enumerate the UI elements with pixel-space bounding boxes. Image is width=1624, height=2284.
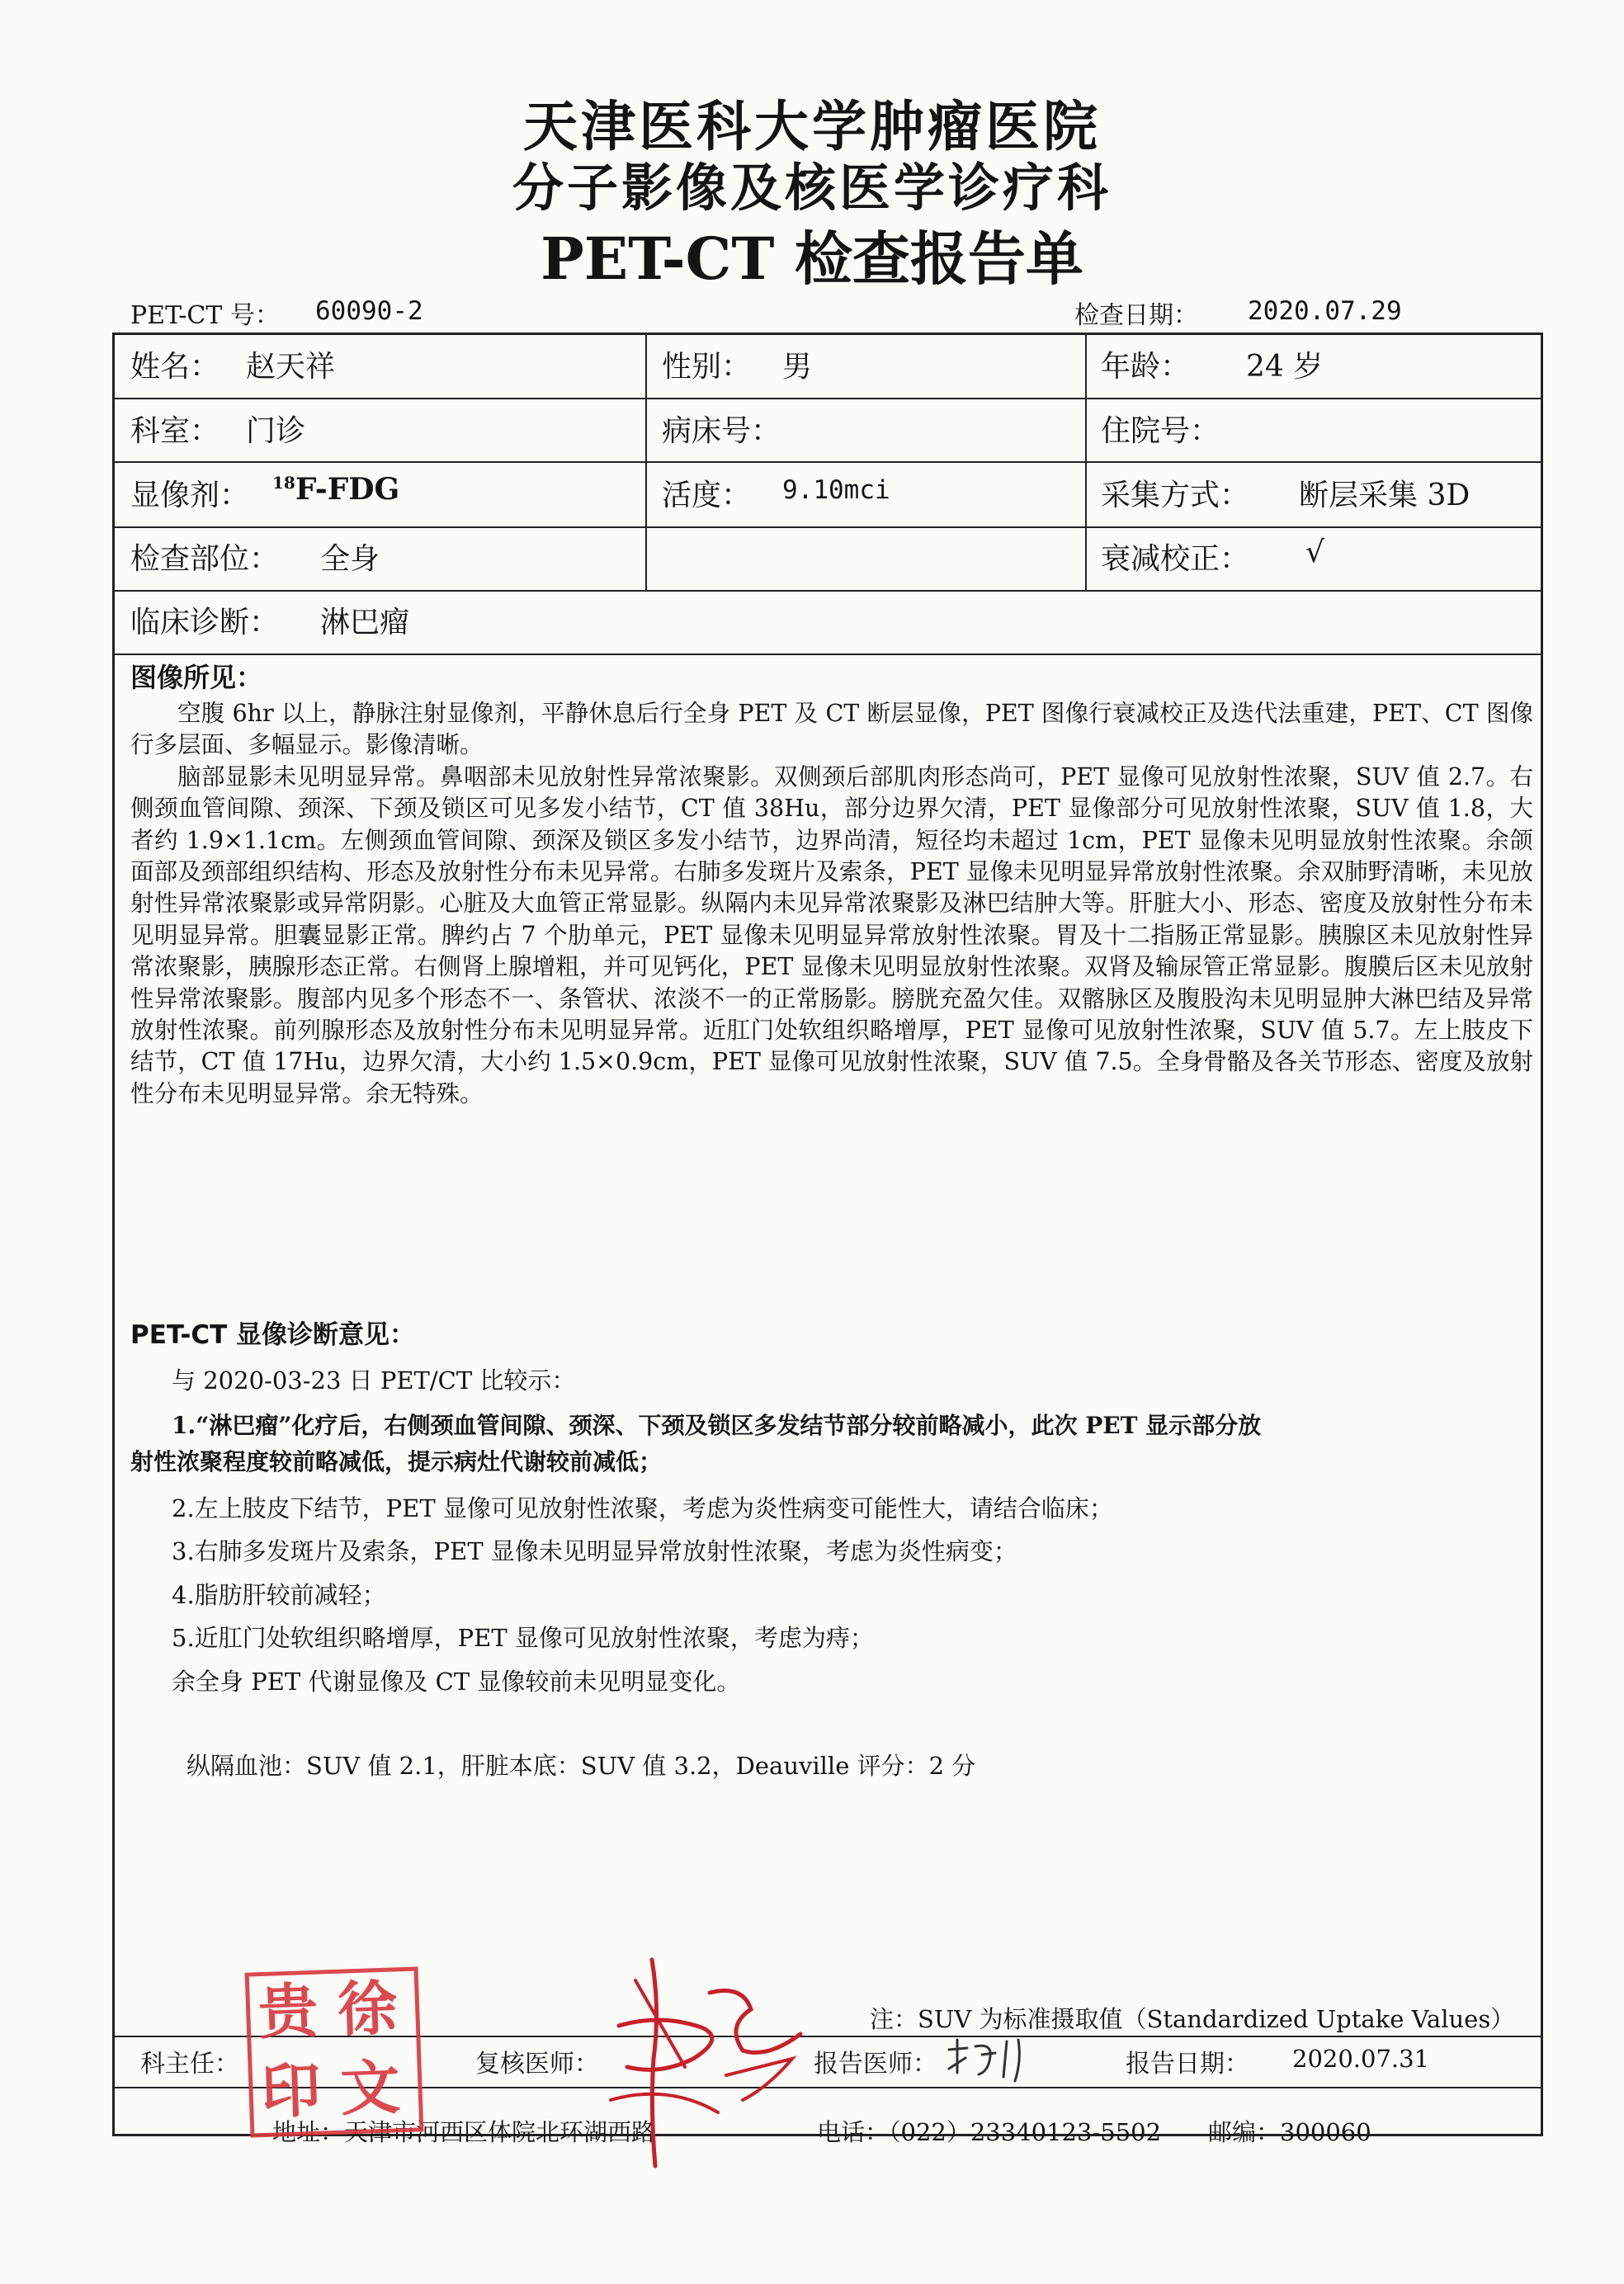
diagnosis-remainder: 余全身 PET 代谢显像及 CT 显像较前未见明显变化。 xyxy=(172,1668,741,1696)
report-date: 2020.07.31 xyxy=(1292,2045,1430,2073)
site-label: 检查部位： xyxy=(130,542,280,576)
seal-char: 贵 xyxy=(257,1975,319,2048)
tracer-name: F-FDG xyxy=(295,472,400,507)
patient-sex: 男 xyxy=(782,350,813,384)
exam-site: 全身 xyxy=(320,542,380,576)
diagnosis-item-2: 2.左上肢皮下结节，PET 显像可见放射性浓聚，考虑为炎性病变可能性大，请结合临床； xyxy=(172,1494,1113,1522)
postcode: 邮编：300060 xyxy=(1208,2118,1371,2146)
dept-label: 科室： xyxy=(130,414,220,448)
column-divider xyxy=(645,333,647,590)
suv-footnote: 注：SUV 为标准摄取值（Standardized Uptake Values） xyxy=(870,2005,1515,2033)
reviewer-signature xyxy=(602,1935,817,2183)
seal-char: 文 xyxy=(339,2051,402,2124)
acq-label: 采集方式： xyxy=(1101,479,1250,512)
diagnosis-comparison: 与 2020-03-23 日 PET/CT 比较示： xyxy=(172,1366,576,1394)
reviewer-label: 复核医师： xyxy=(475,2050,599,2079)
activity-label: 活度： xyxy=(662,479,752,512)
sex-label: 性别： xyxy=(662,350,752,384)
diagnosis-item-1-line-1: 1.“淋巴瘤”化疗后，右侧颈血管间隙、颈深、下颈及锁区多发结节部分较前略减小，此次 PET 显示部分放 xyxy=(172,1412,1262,1439)
atten-check: √ xyxy=(1305,536,1324,569)
report-date-label: 报告日期： xyxy=(1126,2050,1249,2079)
row-divider xyxy=(112,461,1543,463)
findings-paragraph-1: 空腹 6hr 以上，静脉注射显像剂，平静休息后行全身 PET 及 CT 断层显像，PET 图像行衰减校正及迭代法重建，PET、CT 图像行多层面、多幅显示。影像清晰。 xyxy=(130,700,1533,759)
pet-ct-no: 60090-2 xyxy=(315,296,423,326)
address: 地址：天津市河西区体院北环湖西路 xyxy=(272,2118,656,2146)
pet-ct-no-label: PET-CT 号： xyxy=(130,301,280,330)
tracer-isotope-mass: 18 xyxy=(272,473,295,493)
report-title: PET-CT 检查报告单 xyxy=(541,224,1083,293)
row-divider xyxy=(112,526,1543,528)
activity-value: 9.10mci xyxy=(782,475,890,505)
row-divider xyxy=(112,590,1543,592)
acq-mode: 断层采集 3D xyxy=(1299,479,1471,512)
findings-body xyxy=(130,698,1533,1110)
director-label: 科主任： xyxy=(140,2050,239,2079)
findings-heading: 图像所见： xyxy=(130,662,263,693)
exam-date: 2020.07.29 xyxy=(1248,296,1402,326)
reporter-label: 报告医师： xyxy=(814,2050,937,2079)
age-label: 年龄： xyxy=(1101,350,1191,384)
suv-reference-line: 纵隔血池：SUV 值 2.1，肝脏本底：SUV 值 3.2，Deauville 评分：2 分 xyxy=(186,1752,976,1780)
reporter-signature xyxy=(942,2032,1041,2089)
clinical-diagnosis: 淋巴瘤 xyxy=(320,606,410,639)
diagnosis-item-3: 3.右肺多发斑片及索条，PET 显像未见明显异常放射性浓聚，考虑为炎性病变； xyxy=(172,1537,1017,1565)
row-divider xyxy=(112,654,1543,655)
diagnosis-item-4: 4.脂肪肝较前减轻； xyxy=(172,1581,386,1609)
seal-char: 印 xyxy=(260,2054,323,2127)
column-divider xyxy=(1085,333,1087,590)
director-seal-stamp xyxy=(245,1966,424,2137)
diagnosis-item-1-line-2: 射性浓聚程度较前略减低，提示病灶代谢较前减低； xyxy=(130,1448,663,1475)
atten-label: 衰减校正： xyxy=(1101,542,1250,576)
agent-label: 显像剂： xyxy=(130,479,250,512)
patient-age: 24 岁 xyxy=(1246,350,1324,384)
department-name: 分子影像及核医学诊疗科 xyxy=(512,158,1112,218)
diagnosis-item-5: 5.近肛门处软组织略增厚，PET 显像可见放射性浓聚，考虑为痔； xyxy=(172,1624,874,1652)
patient-dept: 门诊 xyxy=(246,414,306,448)
row-divider xyxy=(112,398,1543,399)
seal-char: 徐 xyxy=(336,1972,399,2045)
bed-label: 病床号： xyxy=(662,414,781,448)
hospital-name: 天津医科大学肿瘤医院 xyxy=(523,94,1101,158)
findings-paragraph-2: 脑部显影未见明显异常。鼻咽部未见放射性异常浓聚影。双侧颈后部肌肉形态尚可，PET 显像可见放射性浓聚，SUV 值 2.7。右侧颈血管间隙、颈深、下颈及锁区可见多发小结节，CT 值 38Hu，部分边界欠清，PET 显像部分可见放射性浓聚，SUV 值 1.8，大者约 1.9×1.1cm。左侧颈血管间隙、颈深及锁区多发小结节，边界尚清，短径均未超过 1cm，PET 显像未见明显放射性浓聚。余颌面部及颈部组织结构、形态及放射性分布未见异常。右肺多发斑片及索条，PET 显像未见明显异常放射性浓聚。余双肺野清晰，未见放射性异常浓聚影或异常阴影。心脏及大血管正常显影。纵隔内未见异常浓聚影及淋巴结肿大等。肝脏大小、形态、密度及放射性分布未见明显异常。胆囊显影正常。脾约占 7 个肋单元，PET 显像未见明显异常放射性浓聚。胃及十二指肠正常显影。胰腺区未见放射性异常浓聚影，胰腺形态正常。右侧肾上腺增粗，并可见钙化，PET 显像未见明显放射性浓聚。双肾及输尿管正常显影。腹膜后区未见放射性异常浓聚影。腹部内见多个形态不一、条管状、浓淡不一的正常肠影。膀胱充盈欠佳。双髂脉区及腹股沟未见明显肿大淋巴结及异常放射性浓聚。前列腺形态及放射性分布未见明显异常。近肛门处软组织略增厚，PET 显像可见放射性浓聚，SUV 值 5.7。左上肢皮下结节，CT 值 17Hu，边界欠清，大小约 1.5×0.9cm，PET 显像可见放射性浓聚，SUV 值 7.5。全身骨骼及各关节形态、密度及放射性分布未见明显异常。余无特殊。 xyxy=(130,762,1533,1107)
diagnosis-heading: PET-CT 显像诊断意见： xyxy=(130,1320,416,1350)
dx-label: 临床诊断： xyxy=(130,606,280,639)
name-label: 姓名： xyxy=(130,350,220,384)
tracer-agent xyxy=(272,472,399,507)
exam-date-label: 检查日期： xyxy=(1074,301,1198,330)
patient-name: 赵天祥 xyxy=(246,350,336,384)
phone: 电话：（022）23340123-5502 xyxy=(817,2118,1162,2146)
inpatient-label: 住院号： xyxy=(1101,414,1220,448)
